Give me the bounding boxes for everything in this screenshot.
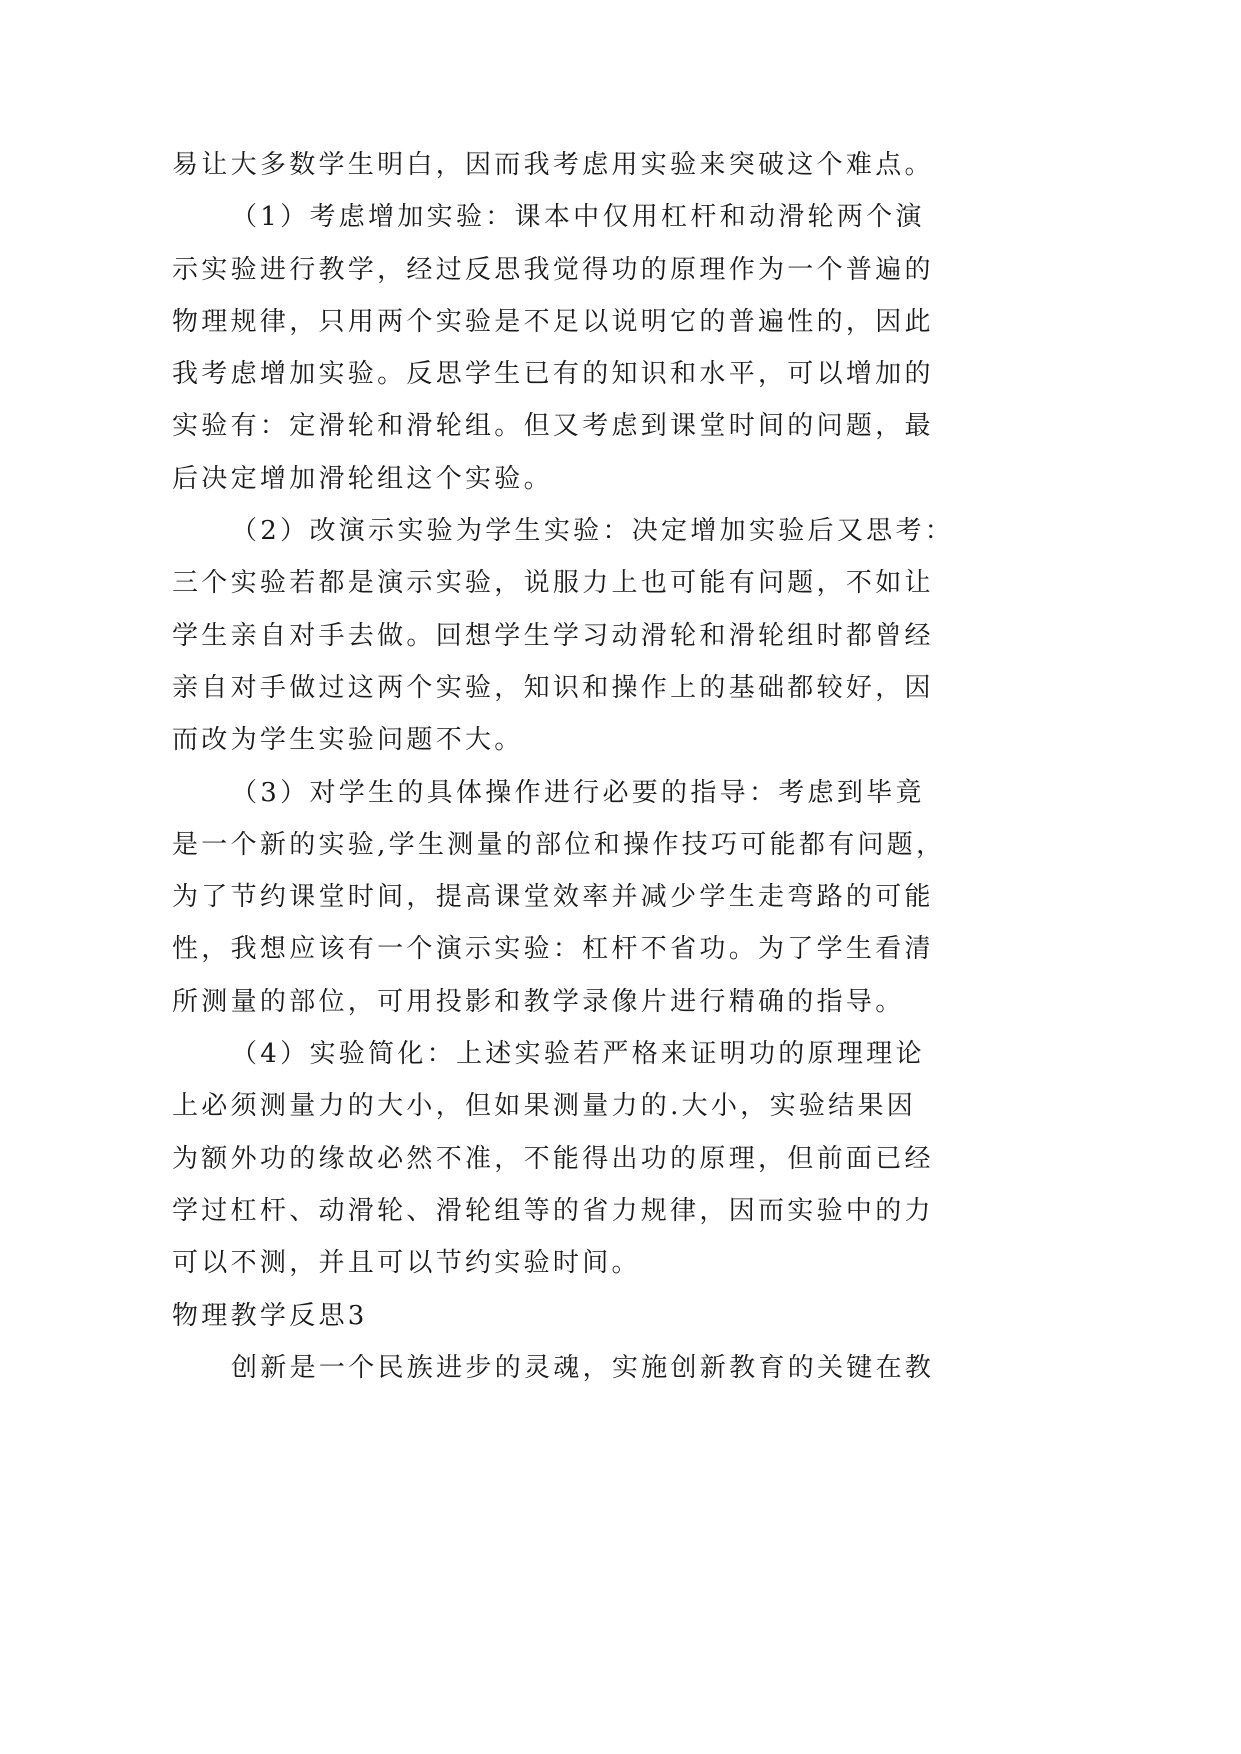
text-line: 示实验进行教学，经过反思我觉得功的原理作为一个普遍的 <box>172 254 934 285</box>
text-line: 实验有：定滑轮和滑轮组。但又考虑到课堂时间的问题，最 <box>172 411 934 442</box>
text-line: （3）对学生的具体操作进行必要的指导：考虑到毕竟 <box>231 777 925 808</box>
text-line: 所测量的部位，可用投影和教学录像片进行精确的指导。 <box>172 986 905 1017</box>
text-line: 学过杠杆、动滑轮、滑轮组等的省力规律，因而实验中的力 <box>172 1195 934 1226</box>
text-line: 易让大多数学生明白，因而我考虑用实验来突破这个难点。 <box>172 150 934 180</box>
text-line: 学生亲自对手去做。回想学生学习动滑轮和滑轮组时都曾经 <box>172 620 934 651</box>
text-line: 为额外功的缘故必然不准，不能得出功的原理，但前面已经 <box>172 1143 934 1174</box>
text-line: （4）实验简化：上述实验若严格来证明功的原理理论 <box>231 1039 925 1070</box>
text-line: 亲自对手做过这两个实验，知识和操作上的基础都较好，因 <box>172 672 934 703</box>
text-line: 为了节约课堂时间，提高课堂效率并减少学生走弯路的可能 <box>172 882 934 913</box>
text-line: 后决定增加滑轮组这个实验。 <box>172 463 553 494</box>
text-line: 我考虑增加实验。反思学生已有的知识和水平，可以增加的 <box>172 359 934 390</box>
text-line: 可以不测，并且可以节约实验时间。 <box>172 1248 641 1279</box>
body-text <box>172 139 972 1394</box>
text-line: 创新是一个民族进步的灵魂，实施创新教育的关键在教 <box>231 1352 935 1383</box>
text-line: 上必须测量力的大小，但如果测量力的.大小，实验结果因 <box>172 1091 917 1122</box>
text-line: 物理规律，只用两个实验是不足以说明它的普遍性的，因此 <box>172 306 934 337</box>
section-heading: 物理教学反思3 <box>172 1300 368 1331</box>
text-line: 性，我想应该有一个演示实验：杠杆不省功。为了学生看清 <box>172 934 934 965</box>
text-line: 是一个新的实验,学生测量的部位和操作技巧可能都有问题， <box>172 829 946 860</box>
text-line: 三个实验若都是演示实验，说服力上也可能有问题，不如让 <box>172 568 934 599</box>
text-line: 而改为学生实验问题不大。 <box>172 725 524 756</box>
text-line: （2）改演示实验为学生实验：决定增加实验后又思考： <box>231 516 955 547</box>
text-line: （1）考虑增加实验：课本中仅用杠杆和动滑轮两个演 <box>231 202 925 233</box>
